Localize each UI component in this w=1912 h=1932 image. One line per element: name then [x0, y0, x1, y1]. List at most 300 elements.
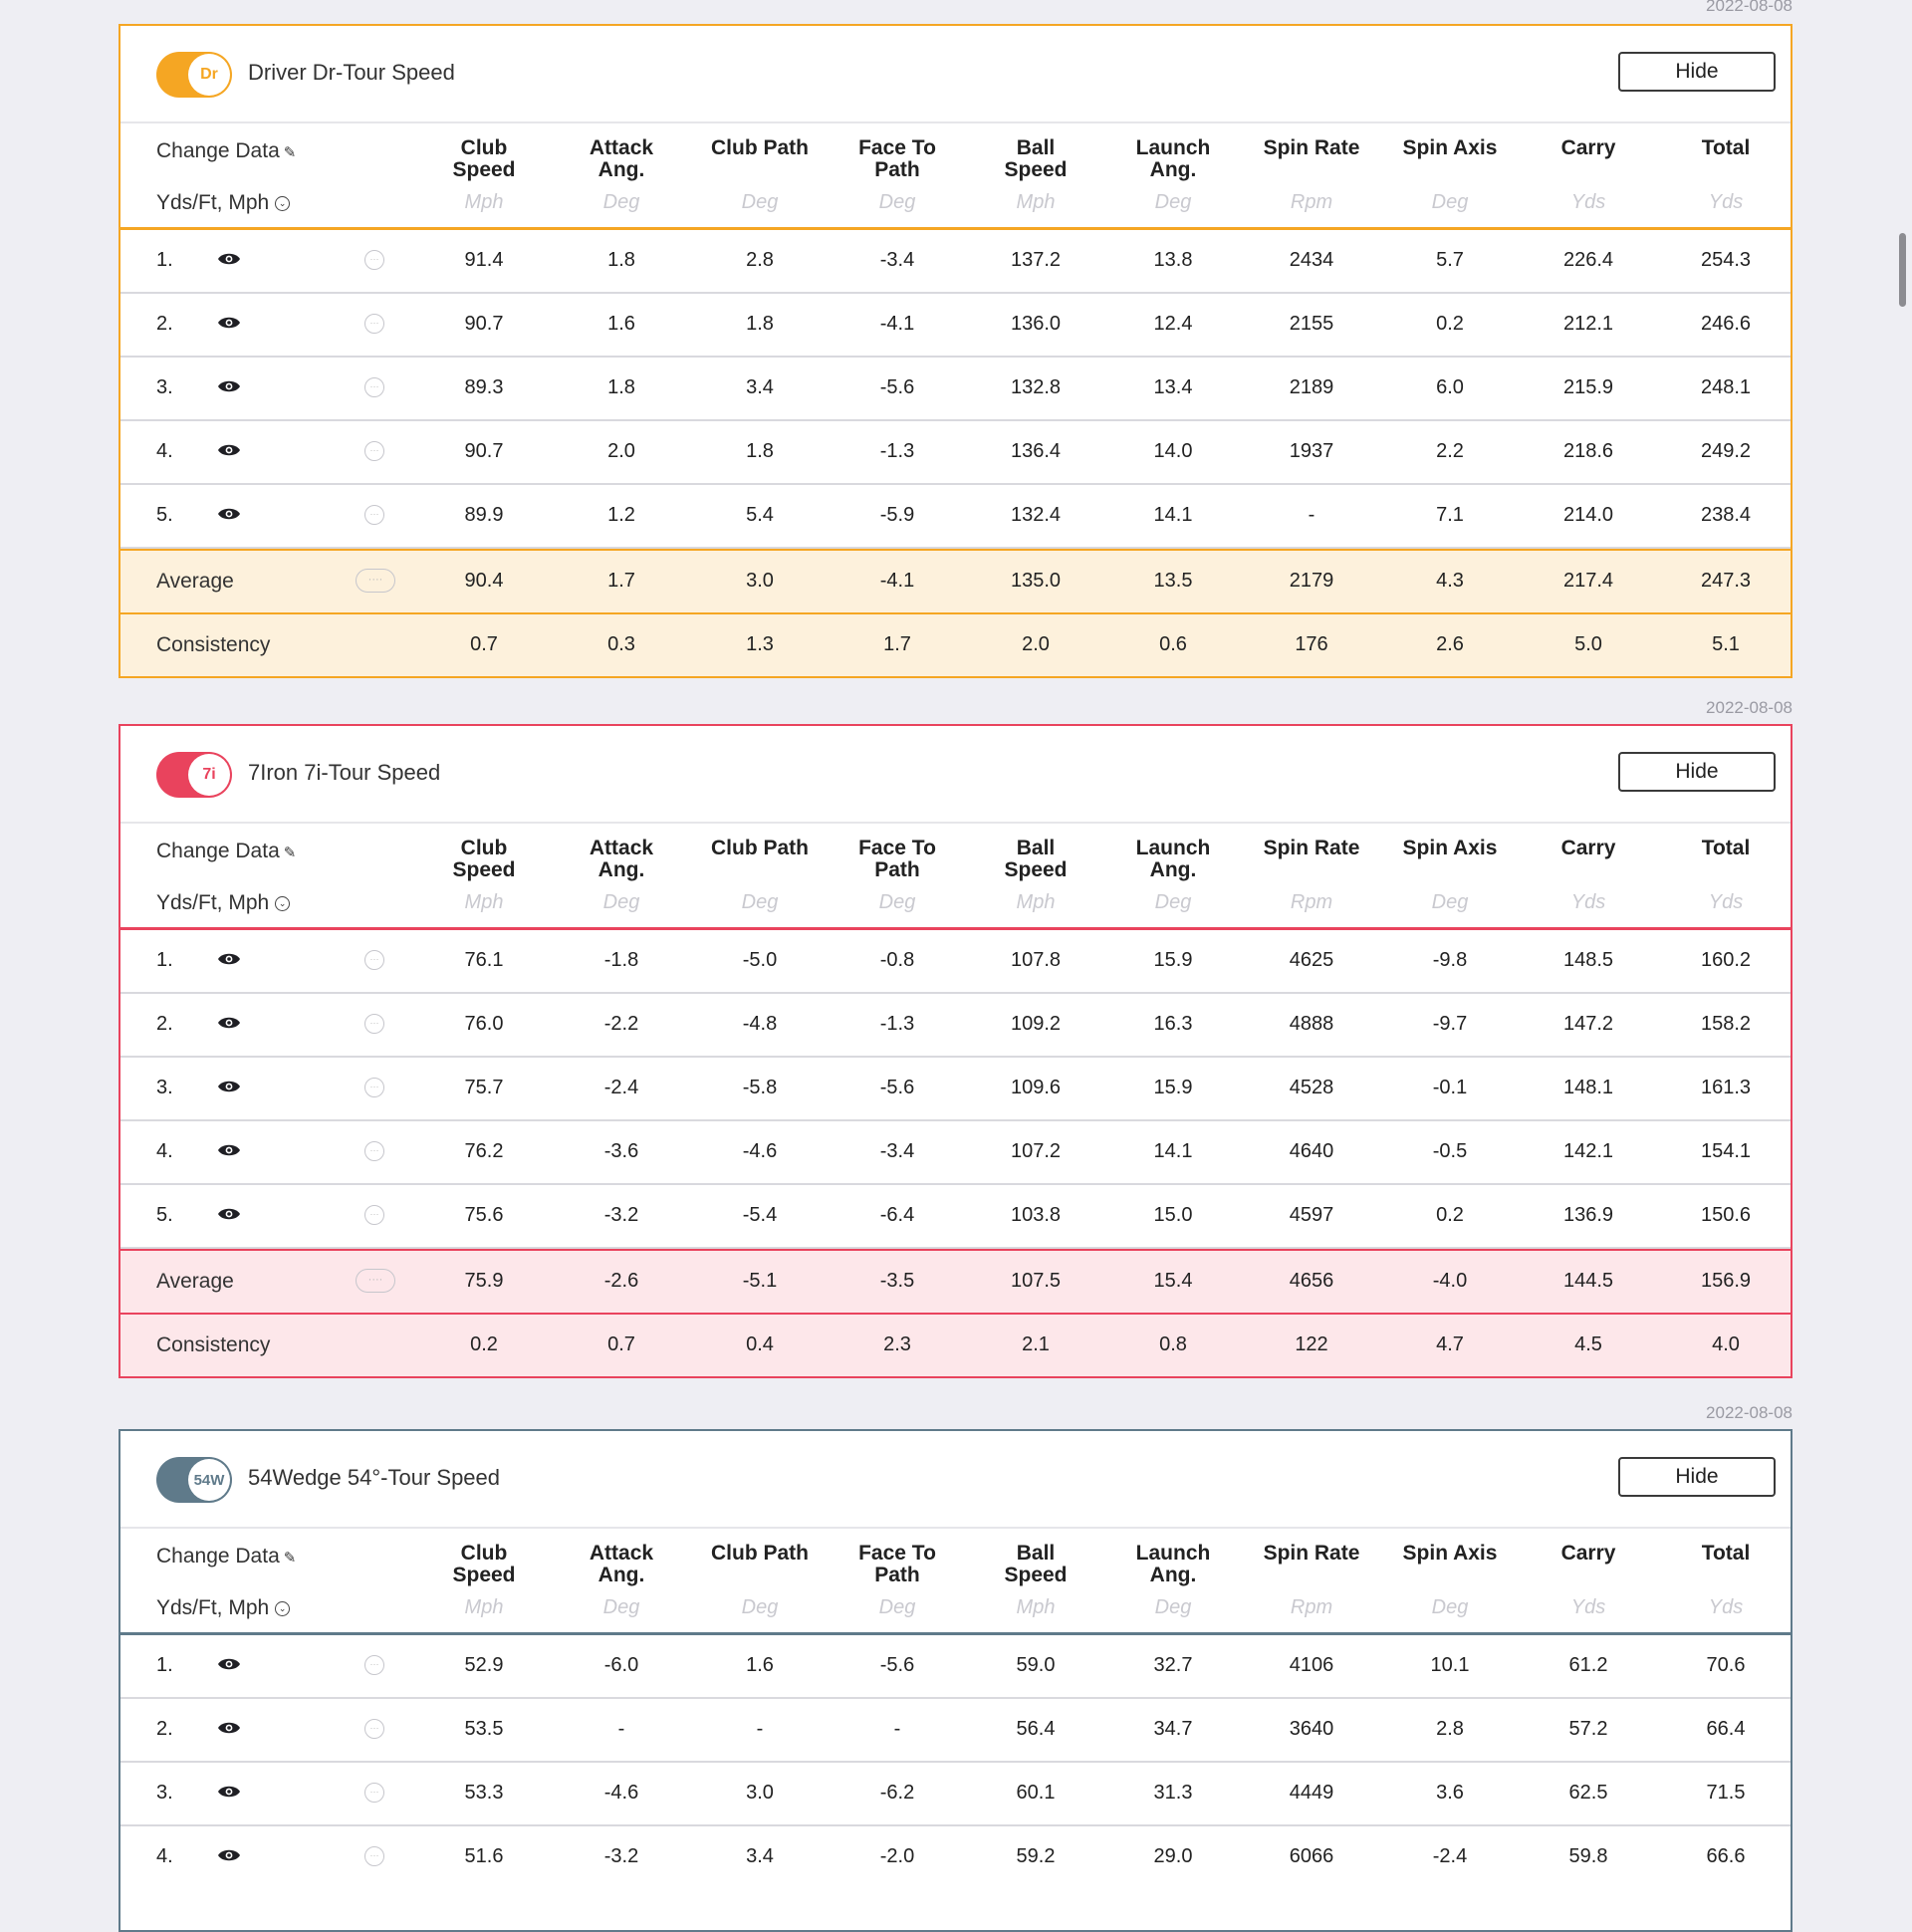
pencil-icon: ✎	[283, 845, 297, 861]
club-title: 54Wedge 54°-Tour Speed	[248, 1465, 501, 1490]
shot-number: 2.	[156, 1013, 173, 1035]
data-cell: -5.4	[742, 1204, 778, 1226]
data-cell: 137.2	[1010, 249, 1062, 271]
data-cell: 7.1	[1436, 504, 1464, 526]
data-cell: -	[617, 1718, 625, 1740]
change-data-label: Change Data	[156, 139, 280, 162]
column-header-line: Spin Axis	[1402, 837, 1498, 859]
column-header-line: Ball	[1016, 1542, 1056, 1565]
data-cell: 103.8	[1010, 1204, 1062, 1226]
column-unit: Deg	[741, 1596, 779, 1618]
data-cell: 254.3	[1700, 249, 1752, 271]
data-cell: 136.9	[1562, 1204, 1614, 1226]
data-cell: 212.1	[1562, 313, 1614, 335]
data-cell: -6.4	[879, 1204, 915, 1226]
shot-row[interactable]	[120, 1185, 1791, 1249]
shot-row[interactable]	[120, 421, 1791, 485]
units-selector[interactable]	[156, 891, 290, 915]
data-cell: 3640	[1289, 1718, 1334, 1740]
column-unit: Mph	[464, 1596, 504, 1618]
column-unit: Mph	[1016, 1596, 1056, 1618]
eye-icon[interactable]	[217, 379, 241, 393]
data-cell: 2.0	[1022, 633, 1050, 655]
column-header	[833, 1543, 962, 1586]
column-unit: Deg	[1154, 891, 1192, 913]
data-cell: 4.0	[1712, 1333, 1740, 1355]
eye-icon[interactable]	[217, 1080, 241, 1093]
column-header	[1661, 137, 1791, 159]
table-body	[120, 230, 1791, 676]
data-cell: 75.7	[464, 1077, 504, 1098]
column-header-line: Spin Axis	[1402, 1542, 1498, 1565]
shot-row[interactable]	[120, 994, 1791, 1058]
column-unit: Mph	[1016, 191, 1056, 213]
data-cell: 66.6	[1706, 1845, 1746, 1867]
data-cell: 3.4	[746, 1845, 774, 1867]
column-unit: Yds	[1708, 191, 1744, 213]
column-header	[695, 1543, 825, 1565]
club-toggle[interactable]	[156, 52, 232, 98]
data-cell: 3.6	[1436, 1782, 1464, 1804]
column-unit: Deg	[878, 891, 916, 913]
data-cell: 132.4	[1010, 504, 1062, 526]
pencil-icon: ✎	[283, 144, 297, 161]
more-options-icon[interactable]: ···	[364, 1846, 384, 1866]
column-header-line: Spin Axis	[1402, 136, 1498, 159]
data-cell: 75.9	[464, 1270, 504, 1292]
data-cell: 0.6	[1159, 633, 1187, 655]
column-unit: Yds	[1570, 891, 1606, 913]
column-header-line: Club	[460, 1542, 508, 1565]
more-options-icon[interactable]: ···	[364, 377, 384, 397]
eye-icon[interactable]	[217, 1848, 241, 1862]
column-header-line: Club Path	[711, 1542, 809, 1565]
eye-icon[interactable]	[217, 316, 241, 330]
data-cell: 0.2	[1436, 1204, 1464, 1226]
column-header-line: Club	[460, 837, 508, 859]
data-cell: -6.2	[879, 1782, 915, 1804]
table-body	[120, 930, 1791, 1376]
data-cell: 59.0	[1016, 1654, 1056, 1676]
data-cell: 75.6	[464, 1204, 504, 1226]
data-cell: 2189	[1289, 376, 1334, 398]
column-unit: Yds	[1570, 191, 1606, 213]
data-cell: 5.0	[1574, 633, 1602, 655]
column-header-line: Path	[874, 1564, 920, 1586]
column-header-line: Speed	[1004, 1564, 1068, 1586]
column-unit: Mph	[464, 191, 504, 213]
data-cell: 1.8	[607, 249, 635, 271]
data-cell: -3.6	[603, 1140, 639, 1162]
data-cell: 15.9	[1153, 1077, 1193, 1098]
data-cell: 1937	[1289, 440, 1334, 462]
data-cell: -	[893, 1718, 901, 1740]
column-header-line: Club Path	[711, 837, 809, 859]
column-header	[1524, 1543, 1653, 1565]
data-cell: 53.3	[464, 1782, 504, 1804]
more-options-icon[interactable]: ····	[356, 1269, 395, 1293]
data-cell: 3.4	[746, 376, 774, 398]
column-header	[419, 137, 549, 181]
column-header	[1524, 137, 1653, 159]
data-cell: 247.3	[1700, 570, 1752, 592]
column-header	[833, 137, 962, 181]
change-data-button[interactable]	[156, 1545, 298, 1569]
club-badge: 54W	[188, 1459, 230, 1501]
data-cell: 5.4	[746, 504, 774, 526]
data-cell: 15.0	[1153, 1204, 1193, 1226]
column-header	[557, 838, 686, 881]
more-options-icon[interactable]: ···	[364, 250, 384, 270]
data-cell: 56.4	[1016, 1718, 1056, 1740]
table-header	[120, 123, 1791, 230]
column-unit: Deg	[878, 191, 916, 213]
data-cell: 12.4	[1153, 313, 1193, 335]
eye-icon[interactable]	[217, 1207, 241, 1221]
data-cell: 136.0	[1010, 313, 1062, 335]
average-row	[120, 1249, 1791, 1313]
data-cell: 90.7	[464, 313, 504, 335]
data-cell: 5.1	[1712, 633, 1740, 655]
data-cell: 0.3	[607, 633, 635, 655]
data-cell: 90.7	[464, 440, 504, 462]
data-cell: -0.5	[1432, 1140, 1468, 1162]
chevron-down-icon: ⌄	[275, 896, 290, 911]
column-header	[1108, 1543, 1238, 1586]
more-options-icon[interactable]: ···	[364, 1655, 384, 1675]
data-cell: 154.1	[1700, 1140, 1752, 1162]
data-cell: 107.5	[1010, 1270, 1062, 1292]
eye-icon[interactable]	[217, 952, 241, 966]
column-header-line: Speed	[1004, 858, 1068, 881]
units-label: Yds/Ft, Mph	[156, 1596, 270, 1619]
column-header	[1108, 838, 1238, 881]
data-cell: 13.5	[1153, 570, 1193, 592]
data-cell: 1.7	[883, 633, 911, 655]
data-cell: 61.2	[1568, 1654, 1608, 1676]
data-cell: 14.1	[1153, 504, 1193, 526]
club-toggle[interactable]	[156, 752, 232, 798]
data-cell: -4.1	[879, 570, 915, 592]
data-cell: 148.1	[1562, 1077, 1614, 1098]
consistency-row	[120, 612, 1791, 676]
column-header-line: Spin Rate	[1263, 837, 1360, 859]
data-cell: 109.6	[1010, 1077, 1062, 1098]
data-cell: -0.8	[879, 949, 915, 971]
eye-icon[interactable]	[217, 443, 241, 457]
data-cell: 66.4	[1706, 1718, 1746, 1740]
column-unit: Rpm	[1290, 1596, 1333, 1618]
more-options-icon[interactable]: ···	[364, 441, 384, 461]
data-cell: 53.5	[464, 1718, 504, 1740]
data-cell: 70.6	[1706, 1654, 1746, 1676]
data-cell: -5.8	[742, 1077, 778, 1098]
eye-icon[interactable]	[217, 1143, 241, 1157]
column-header-line: Carry	[1560, 1542, 1616, 1565]
data-cell: 89.9	[464, 504, 504, 526]
more-options-icon[interactable]: ···	[364, 1141, 384, 1161]
data-cell: 71.5	[1706, 1782, 1746, 1804]
shot-row[interactable]	[120, 230, 1791, 294]
data-cell: -4.6	[742, 1140, 778, 1162]
data-cell: 4625	[1289, 949, 1334, 971]
data-cell: 1.2	[607, 504, 635, 526]
column-header	[833, 838, 962, 881]
more-options-icon[interactable]: ···	[364, 314, 384, 334]
more-options-icon[interactable]: ···	[364, 950, 384, 970]
shot-number: 2.	[156, 1718, 173, 1740]
data-cell: -5.1	[742, 1270, 778, 1292]
shot-number: 3.	[156, 376, 173, 398]
data-cell: 15.9	[1153, 949, 1193, 971]
data-cell: 1.7	[607, 570, 635, 592]
shot-row[interactable]	[120, 294, 1791, 358]
column-header-line: Attack	[589, 1542, 654, 1565]
shot-row[interactable]	[120, 1699, 1791, 1763]
shot-row[interactable]	[120, 1121, 1791, 1185]
data-cell: -5.0	[742, 949, 778, 971]
shot-number: 3.	[156, 1077, 173, 1098]
club-toggle[interactable]	[156, 1457, 232, 1503]
data-cell: -5.6	[879, 1654, 915, 1676]
data-cell: 1.6	[607, 313, 635, 335]
data-cell: 6066	[1289, 1845, 1334, 1867]
table-header	[120, 1529, 1791, 1635]
column-header-line: Face To	[858, 136, 936, 159]
shot-row[interactable]	[120, 930, 1791, 994]
column-unit: Mph	[1016, 891, 1056, 913]
column-header-line: Ang.	[1149, 858, 1197, 881]
column-header-line: Ang.	[598, 858, 645, 881]
data-cell: -4.6	[603, 1782, 639, 1804]
data-cell: 76.0	[464, 1013, 504, 1035]
change-data-label: Change Data	[156, 840, 280, 862]
shot-row[interactable]	[120, 358, 1791, 421]
data-cell: -2.4	[1432, 1845, 1468, 1867]
data-cell: 4.7	[1436, 1333, 1464, 1355]
units-selector[interactable]	[156, 191, 290, 215]
data-cell: 161.3	[1700, 1077, 1752, 1098]
data-cell: 2179	[1289, 570, 1334, 592]
column-header	[695, 137, 825, 159]
data-cell: -5.9	[879, 504, 915, 526]
data-cell: 6.0	[1436, 376, 1464, 398]
data-cell: 0.8	[1159, 1333, 1187, 1355]
column-header	[1247, 1543, 1376, 1565]
column-header	[1108, 137, 1238, 181]
data-cell: 57.2	[1568, 1718, 1608, 1740]
data-cell: 2.8	[746, 249, 774, 271]
shot-row[interactable]	[120, 1826, 1791, 1888]
club-title: 7Iron 7i-Tour Speed	[248, 760, 441, 785]
column-header-line: Club	[460, 136, 508, 159]
shot-number: 3.	[156, 1782, 173, 1804]
data-cell: 4640	[1289, 1140, 1334, 1162]
average-label: Average	[156, 1270, 234, 1293]
more-options-icon[interactable]: ···	[364, 1205, 384, 1225]
pencil-icon: ✎	[283, 1550, 297, 1567]
column-header-line: Total	[1701, 837, 1751, 859]
eye-icon[interactable]	[217, 1721, 241, 1735]
data-cell: 4597	[1289, 1204, 1334, 1226]
data-cell: 2.2	[1436, 440, 1464, 462]
hide-button[interactable]: Hide	[1618, 52, 1776, 92]
club-badge: Dr	[188, 54, 230, 96]
hide-button[interactable]: Hide	[1618, 752, 1776, 792]
data-cell: 4.3	[1436, 570, 1464, 592]
data-cell: 249.2	[1700, 440, 1752, 462]
data-cell: 4888	[1289, 1013, 1334, 1035]
data-cell: 1.3	[746, 633, 774, 655]
data-cell: -5.6	[879, 376, 915, 398]
shot-number: 1.	[156, 249, 173, 271]
data-cell: 2155	[1289, 313, 1334, 335]
data-cell: 0.7	[607, 1333, 635, 1355]
column-header-line: Ang.	[598, 1564, 645, 1586]
more-options-icon[interactable]: ···	[364, 1719, 384, 1739]
data-cell: 91.4	[464, 249, 504, 271]
data-cell: 29.0	[1153, 1845, 1193, 1867]
column-header	[1661, 1543, 1791, 1565]
data-cell: -2.4	[603, 1077, 639, 1098]
data-cell: 1.8	[746, 313, 774, 335]
column-unit: Deg	[602, 1596, 640, 1618]
session-date: 2022-08-08	[1706, 0, 1792, 15]
data-cell: 90.4	[464, 570, 504, 592]
column-header	[1385, 838, 1515, 859]
column-header-line: Speed	[452, 1564, 516, 1586]
column-unit: Yds	[1708, 891, 1744, 913]
column-header-line: Spin Rate	[1263, 136, 1360, 159]
chevron-down-icon: ⌄	[275, 196, 290, 211]
column-unit: Rpm	[1290, 891, 1333, 913]
change-data-button[interactable]	[156, 139, 298, 163]
more-options-icon[interactable]: ···	[364, 505, 384, 525]
scrollbar[interactable]	[1899, 233, 1906, 307]
data-cell: 215.9	[1562, 376, 1614, 398]
session-date: 2022-08-08	[1706, 698, 1792, 717]
consistency-label: Consistency	[156, 1333, 271, 1356]
eye-icon[interactable]	[217, 1785, 241, 1799]
data-cell: 14.1	[1153, 1140, 1193, 1162]
data-cell: 59.8	[1568, 1845, 1608, 1867]
data-cell: 3.0	[746, 1782, 774, 1804]
data-cell: 0.2	[1436, 313, 1464, 335]
data-cell: 217.4	[1562, 570, 1614, 592]
hide-button[interactable]: Hide	[1618, 1457, 1776, 1497]
data-cell: 0.2	[470, 1333, 498, 1355]
data-cell: 4.5	[1574, 1333, 1602, 1355]
more-options-icon[interactable]: ····	[356, 569, 395, 593]
column-header-line: Path	[874, 158, 920, 181]
data-cell: 14.0	[1153, 440, 1193, 462]
units-selector[interactable]	[156, 1596, 290, 1620]
data-cell: 52.9	[464, 1654, 504, 1676]
column-header	[419, 1543, 549, 1586]
more-options-icon[interactable]: ···	[364, 1014, 384, 1034]
data-cell: -	[756, 1718, 764, 1740]
chevron-down-icon: ⌄	[275, 1601, 290, 1616]
data-cell: 109.2	[1010, 1013, 1062, 1035]
column-header	[1385, 137, 1515, 159]
column-header	[971, 137, 1100, 181]
more-options-icon[interactable]: ···	[364, 1783, 384, 1803]
shot-row[interactable]	[120, 485, 1791, 549]
card-header	[120, 1431, 1791, 1529]
column-unit: Deg	[1431, 891, 1469, 913]
data-cell: -4.1	[879, 313, 915, 335]
more-options-icon[interactable]: ···	[364, 1078, 384, 1097]
club-badge: 7i	[188, 754, 230, 796]
session-date: 2022-08-08	[1706, 1403, 1792, 1422]
data-cell: -5.6	[879, 1077, 915, 1098]
data-cell: 122	[1295, 1333, 1328, 1355]
data-cell: 34.7	[1153, 1718, 1193, 1740]
data-cell: 4106	[1289, 1654, 1334, 1676]
column-header-line: Carry	[1560, 837, 1616, 859]
data-cell: 2.8	[1436, 1718, 1464, 1740]
data-cell: 2434	[1289, 249, 1334, 271]
data-cell: -1.8	[603, 949, 639, 971]
shot-row[interactable]	[120, 1058, 1791, 1121]
data-cell: 214.0	[1562, 504, 1614, 526]
data-cell: 147.2	[1562, 1013, 1614, 1035]
change-data-button[interactable]	[156, 840, 298, 863]
data-cell: 5.7	[1436, 249, 1464, 271]
shot-row[interactable]	[120, 1763, 1791, 1826]
eye-icon[interactable]	[217, 1016, 241, 1030]
data-cell: 248.1	[1700, 376, 1752, 398]
data-cell: -2.6	[603, 1270, 639, 1292]
session-card	[119, 24, 1792, 678]
column-header-line: Ang.	[1149, 158, 1197, 181]
column-header	[1524, 838, 1653, 859]
data-cell: 226.4	[1562, 249, 1614, 271]
column-header-line: Launch	[1135, 1542, 1211, 1565]
column-header-line: Path	[874, 858, 920, 881]
shot-row[interactable]	[120, 1635, 1791, 1699]
data-cell: -3.2	[603, 1845, 639, 1867]
shot-number: 5.	[156, 1204, 173, 1226]
column-unit: Deg	[1154, 191, 1192, 213]
eye-icon[interactable]	[217, 252, 241, 266]
club-title: Driver Dr-Tour Speed	[248, 60, 455, 85]
column-unit: Deg	[602, 191, 640, 213]
data-cell: 51.6	[464, 1845, 504, 1867]
data-cell: 158.2	[1700, 1013, 1752, 1035]
eye-icon[interactable]	[217, 1657, 241, 1671]
table-body	[120, 1635, 1791, 1888]
data-cell: 31.3	[1153, 1782, 1193, 1804]
data-cell: 238.4	[1700, 504, 1752, 526]
column-header	[971, 1543, 1100, 1586]
column-header-line: Total	[1701, 1542, 1751, 1565]
data-cell: 148.5	[1562, 949, 1614, 971]
consistency-row	[120, 1313, 1791, 1376]
column-unit: Mph	[464, 891, 504, 913]
data-cell: 107.8	[1010, 949, 1062, 971]
data-cell: 2.0	[607, 440, 635, 462]
data-cell: 144.5	[1562, 1270, 1614, 1292]
eye-icon[interactable]	[217, 507, 241, 521]
data-cell: 107.2	[1010, 1140, 1062, 1162]
column-header-line: Ang.	[598, 158, 645, 181]
shot-number: 5.	[156, 504, 173, 526]
data-cell: -	[1308, 504, 1315, 526]
shot-number: 2.	[156, 313, 173, 335]
column-header-line: Ball	[1016, 837, 1056, 859]
column-header	[557, 1543, 686, 1586]
